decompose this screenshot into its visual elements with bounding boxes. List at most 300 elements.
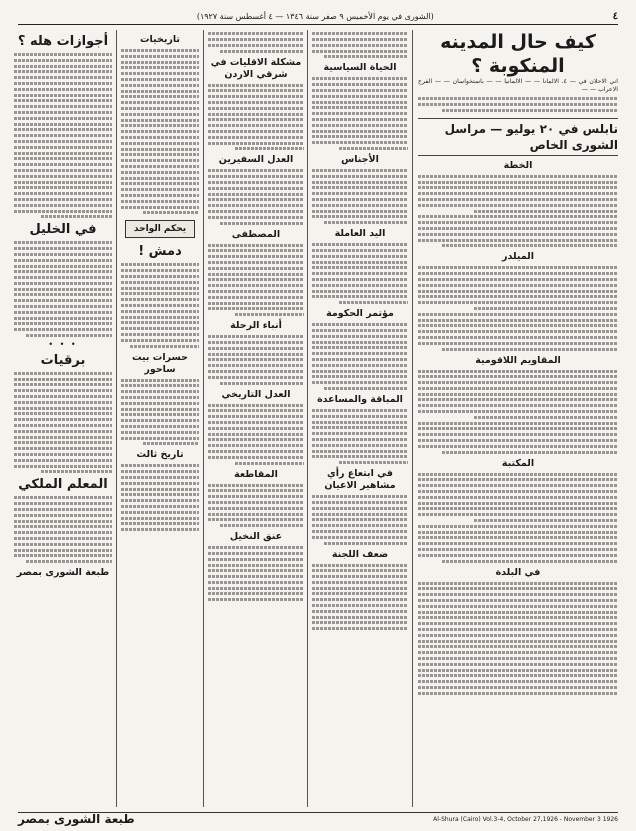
text-line: [312, 375, 408, 378]
text-line: [121, 182, 199, 185]
text-line: [208, 261, 304, 264]
text-line: [324, 221, 408, 224]
text-line: [14, 424, 112, 427]
text-line: [208, 341, 304, 344]
text-line: [121, 304, 199, 307]
text-line: [208, 495, 304, 498]
text-line: [312, 621, 408, 624]
text-line: [14, 276, 112, 279]
text-line: [14, 210, 112, 213]
text-line: [14, 175, 112, 178]
text-line: [208, 181, 304, 184]
text-line: [312, 32, 408, 35]
text-line: [14, 253, 112, 256]
text-line: [312, 604, 408, 607]
text-line: [220, 382, 304, 385]
text-line: [312, 364, 408, 367]
text-line: [312, 432, 408, 435]
text-line: [14, 322, 112, 325]
text-line: [312, 169, 408, 172]
text-line: [14, 496, 112, 499]
text-line: [14, 111, 112, 114]
text-line: [208, 284, 304, 287]
text-line: [418, 375, 618, 378]
text-line: [418, 439, 618, 442]
text-line: [14, 412, 112, 415]
text-line: [208, 507, 304, 510]
text-line: [121, 528, 199, 531]
text-line: [14, 383, 112, 386]
text-line: [14, 192, 112, 195]
text-line: [312, 352, 408, 355]
text-line: [312, 112, 408, 115]
text-line: [418, 97, 618, 100]
text-line: [312, 295, 408, 298]
text-line: [143, 211, 199, 214]
text-line: [418, 645, 618, 648]
text-line: [312, 249, 408, 252]
text-line: [121, 488, 199, 491]
text-line: [312, 335, 408, 338]
text-line: [208, 255, 304, 258]
text-line: [26, 334, 112, 337]
text-line: [14, 378, 112, 381]
text-line: [14, 241, 112, 244]
text-line: [14, 288, 112, 291]
section-heading: أنباء الرحلة: [230, 320, 282, 332]
text-line: [14, 186, 112, 189]
text-line: [121, 188, 199, 191]
text-line: [312, 135, 408, 138]
text-line: [208, 124, 304, 127]
text-line: [121, 119, 199, 122]
text-line: [312, 272, 408, 275]
text-line: [14, 447, 112, 450]
text-line: [312, 278, 408, 281]
text-line: [474, 210, 618, 213]
text-line: [418, 587, 618, 590]
text-line: [324, 55, 408, 58]
text-line: [121, 275, 199, 278]
text-line: [312, 50, 408, 53]
text-line: [121, 194, 199, 197]
text-line: [418, 186, 618, 189]
text-line: [312, 186, 408, 189]
text-line: [208, 38, 304, 41]
text-line: [312, 255, 408, 258]
text-line: [208, 592, 304, 595]
text-line: [418, 536, 618, 539]
text-line: [208, 95, 304, 98]
text-line: [208, 101, 304, 104]
text-line: [208, 546, 304, 549]
text-line: [208, 296, 304, 299]
text-line: [312, 124, 408, 127]
text-line: [121, 263, 199, 266]
text-line: [208, 187, 304, 190]
boxed-section-title: يحكم الواحد: [125, 220, 195, 238]
text-line: [208, 142, 304, 145]
text-line: [418, 284, 618, 287]
text-line: [121, 310, 199, 313]
text-line: [14, 418, 112, 421]
text-line: [418, 393, 618, 396]
section-heading: عنق النخيل: [229, 531, 283, 543]
text-line: [121, 470, 199, 473]
text-line: [235, 147, 304, 150]
text-line: [312, 106, 408, 109]
section-heading: حسرات بيت ساحور: [131, 351, 189, 375]
text-line: [14, 123, 112, 126]
text-line: [208, 169, 304, 172]
text-line: [418, 301, 618, 304]
text-line: [312, 141, 408, 144]
text-line: [312, 444, 408, 447]
text-line: [312, 421, 408, 424]
text-line: [14, 305, 112, 308]
text-line: [208, 198, 304, 201]
text-line: [418, 370, 618, 373]
text-line: [418, 215, 618, 218]
text-line: [208, 307, 304, 310]
text-line: [208, 575, 304, 578]
text-line: [418, 611, 618, 614]
text-line: [208, 370, 304, 373]
text-line: [442, 451, 618, 454]
text-line: [418, 634, 618, 637]
text-line: [208, 558, 304, 561]
text-line: [14, 53, 112, 56]
text-line: [418, 192, 618, 195]
text-line: [41, 215, 112, 218]
text-line: [312, 501, 408, 504]
section-heading: أجوازات هله ؟: [17, 34, 109, 49]
text-line: [312, 592, 408, 595]
text-line: [143, 442, 199, 445]
section-heading: تاريخيات: [139, 34, 180, 45]
text-line: [121, 107, 199, 110]
text-line: [130, 345, 199, 348]
text-line: [121, 431, 199, 434]
text-line: [121, 124, 199, 127]
text-line: [235, 462, 304, 465]
column-rule: [412, 30, 413, 807]
text-line: [418, 663, 618, 666]
text-line: [418, 605, 618, 608]
text-line: [418, 181, 618, 184]
text-line: [121, 402, 199, 405]
text-line: [14, 105, 112, 108]
text-line: [442, 109, 618, 112]
text-line: [14, 459, 112, 462]
text-line: [312, 323, 408, 326]
text-line: [418, 319, 618, 322]
text-line: [208, 278, 304, 281]
text-line: [14, 407, 112, 410]
text-line: [418, 410, 618, 413]
text-line: [14, 293, 112, 296]
text-line: [26, 560, 112, 563]
page-footer: [18, 812, 618, 825]
text-line: [312, 518, 408, 521]
text-line: [121, 476, 199, 479]
text-line: [418, 324, 618, 327]
text-line: [121, 95, 199, 98]
text-line: [121, 153, 199, 156]
text-line: [312, 89, 408, 92]
text-line: [474, 307, 618, 310]
text-line: [208, 501, 304, 504]
text-line: [14, 543, 112, 546]
text-line: [121, 321, 199, 324]
text-line: [418, 204, 618, 207]
text-line: [41, 470, 112, 473]
text-line: [121, 499, 199, 502]
text-line: [312, 266, 408, 269]
text-line: [312, 426, 408, 429]
text-line: [121, 413, 199, 416]
text-line: [121, 159, 199, 162]
text-line: [14, 502, 112, 505]
text-line: [418, 198, 618, 201]
section-heading: برقيات: [40, 352, 86, 368]
text-line: [14, 372, 112, 375]
column-rule: [307, 30, 308, 807]
text-line: [14, 82, 112, 85]
text-line: [121, 316, 199, 319]
text-line: [418, 103, 618, 106]
text-line: [312, 450, 408, 453]
text-line: [14, 157, 112, 160]
text-line: [208, 113, 304, 116]
text-line: [442, 244, 618, 247]
text-line: [418, 381, 618, 384]
text-line: [235, 313, 304, 316]
text-line: [208, 518, 304, 521]
text-line: [14, 181, 112, 184]
text-line: [312, 290, 408, 293]
text-line: [418, 233, 618, 236]
text-line: [14, 537, 112, 540]
text-line: [312, 409, 408, 412]
main-headline: كيف حال المدينه المنكوبة ؟: [440, 31, 596, 77]
text-line: [121, 396, 199, 399]
text-line: [208, 193, 304, 196]
text-line: [14, 88, 112, 91]
text-line: [312, 569, 408, 572]
dateline-subtitle: نابلس في ٢٠ يوليو — مراسل الشورى الخاص: [418, 118, 618, 156]
text-line: [14, 265, 112, 268]
text-line: [121, 136, 199, 139]
section-heading: في ابتعاع رأي مشاهير الاعيان: [324, 468, 396, 492]
text-line: [14, 134, 112, 137]
text-line: [14, 152, 112, 155]
text-line: [121, 101, 199, 104]
text-line: [121, 511, 199, 514]
header-dateline: (الشورى في يوم الأخميس ٩ صفر سنة ١٣٤٦ — ٤ أغسطس سنة ١٩٢٧): [196, 11, 434, 21]
text-line: [442, 348, 618, 351]
text-line: [312, 329, 408, 332]
text-line: [418, 582, 618, 585]
text-line: [208, 489, 304, 492]
text-line: [312, 44, 408, 47]
text-line: [121, 84, 199, 87]
text-line: [14, 317, 112, 320]
text-line: [312, 616, 408, 619]
text-line: [121, 78, 199, 81]
text-line: [208, 267, 304, 270]
text-line: [418, 686, 618, 689]
text-line: [418, 387, 618, 390]
text-line: [312, 507, 408, 510]
text-line: [121, 55, 199, 58]
text-line: [121, 464, 199, 467]
text-line: [312, 284, 408, 287]
column-3: [208, 30, 304, 809]
text-line: [418, 593, 618, 596]
text-line: [14, 198, 112, 201]
text-line: [418, 227, 618, 230]
text-line: [208, 438, 304, 441]
text-line: [208, 444, 304, 447]
text-line: [208, 564, 304, 567]
text-line: [220, 524, 304, 527]
text-line: [14, 169, 112, 172]
text-line: [208, 364, 304, 367]
text-line: [312, 77, 408, 80]
text-line: [14, 531, 112, 534]
text-line: [121, 148, 199, 151]
text-line: [121, 165, 199, 168]
text-line: [418, 674, 618, 677]
text-line: [14, 259, 112, 262]
text-line: [208, 513, 304, 516]
text-line: [220, 222, 304, 225]
text-line: [418, 290, 618, 293]
text-line: [121, 517, 199, 520]
text-line: [418, 640, 618, 643]
text-line: [208, 216, 304, 219]
text-line: [418, 680, 618, 683]
text-line: [208, 244, 304, 247]
text-line: [418, 272, 618, 275]
text-line: [208, 273, 304, 276]
text-line: [312, 243, 408, 246]
intro-text: اني الاحلان في — ٤. الالمانا — — الالمانيا — — باستخواسان — — الفرح الاعراب — —: [418, 78, 618, 94]
text-line: [312, 175, 408, 178]
text-line: [418, 295, 618, 298]
text-line: [208, 358, 304, 361]
text-line: [14, 247, 112, 250]
text-line: [418, 433, 618, 436]
text-line: [121, 327, 199, 330]
text-line: [14, 514, 112, 517]
text-line: [121, 206, 199, 209]
text-line: [312, 575, 408, 578]
text-line: [418, 692, 618, 695]
text-line: [418, 496, 618, 499]
text-line: [14, 549, 112, 552]
text-line: [121, 130, 199, 133]
text-line: [418, 175, 618, 178]
text-line: [208, 290, 304, 293]
text-line: [121, 425, 199, 428]
text-line: [121, 113, 199, 116]
section-heading: المقاطعة: [234, 468, 278, 480]
text-line: [312, 210, 408, 213]
text-line: [312, 341, 408, 344]
text-line: [121, 142, 199, 145]
text-line: [324, 542, 408, 545]
text-line: [208, 32, 304, 35]
text-line: [312, 455, 408, 458]
text-line: [418, 502, 618, 505]
section-heading: في الخليل: [29, 222, 97, 238]
text-line: [418, 404, 618, 407]
text-line: [121, 66, 199, 69]
text-line: [418, 599, 618, 602]
text-line: [14, 395, 112, 398]
text-line: [312, 564, 408, 567]
text-line: [418, 484, 618, 487]
text-line: [14, 76, 112, 79]
text-line: [14, 146, 112, 149]
text-line: [312, 261, 408, 264]
text-line: [312, 513, 408, 516]
text-line: [312, 101, 408, 104]
text-line: [418, 239, 618, 242]
text-line: [121, 269, 199, 272]
text-line: [312, 130, 408, 133]
text-line: [418, 554, 618, 557]
separator-dots: • • •: [48, 339, 78, 349]
section-heading: في البلدة: [495, 566, 541, 578]
text-line: [312, 346, 408, 349]
column-5: [14, 30, 112, 809]
text-line: [312, 358, 408, 361]
text-line: [208, 433, 304, 436]
text-line: [121, 419, 199, 422]
text-line: [208, 415, 304, 418]
text-line: [418, 507, 618, 510]
text-line: [312, 370, 408, 373]
text-line: [14, 65, 112, 68]
text-line: [208, 118, 304, 121]
text-line: [121, 281, 199, 284]
column-rule: [203, 30, 204, 807]
column-2: [312, 30, 408, 809]
text-line: [312, 38, 408, 41]
text-line: [312, 495, 408, 498]
text-line: [312, 118, 408, 121]
text-line: [14, 436, 112, 439]
text-line: [312, 536, 408, 539]
section-heading: العدل التاريخي: [221, 388, 291, 400]
text-line: [418, 531, 618, 534]
text-line: [418, 525, 618, 528]
text-line: [121, 437, 199, 440]
section-heading: المعلم الملكي: [18, 477, 108, 493]
text-line: [14, 389, 112, 392]
text-line: [339, 461, 408, 464]
text-line: [14, 441, 112, 444]
text-line: [121, 72, 199, 75]
section-heading: مؤتمر الحكومة: [326, 308, 394, 320]
text-line: [14, 282, 112, 285]
text-line: [324, 387, 408, 390]
text-line: [474, 416, 618, 419]
text-line: [418, 616, 618, 619]
